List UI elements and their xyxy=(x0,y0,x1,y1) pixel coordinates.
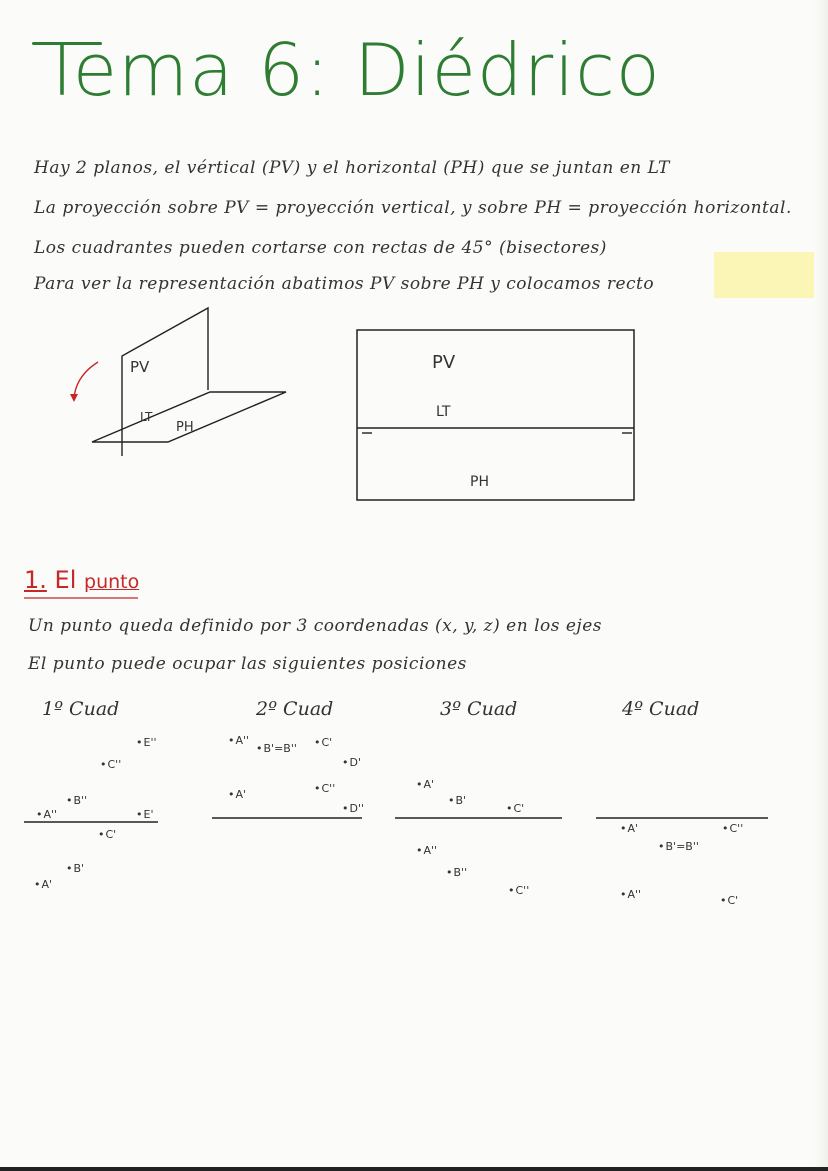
diagram-3d-lt-label: LT xyxy=(140,410,153,424)
section-line-1: Un punto queda definido por 3 coordenadas (x, y, z) en los ejes xyxy=(28,616,602,636)
q2-point: • C'' xyxy=(314,782,335,795)
q2-point: • A'' xyxy=(228,734,249,747)
q2-point: • B'=B'' xyxy=(256,742,297,755)
q3-point: • B'' xyxy=(446,866,467,879)
q2-point: • D' xyxy=(342,756,361,769)
page-title: Tema 6: Diédrico xyxy=(40,28,661,112)
intro-line-4: Para ver la representación abatimos PV sobre PH y colocamos recto xyxy=(34,274,655,294)
section-number: 1. xyxy=(24,566,47,594)
rotation-arrow xyxy=(74,362,98,398)
diagram-flat xyxy=(357,330,634,500)
q1-point: • A'' xyxy=(36,808,57,821)
q2-point: • D'' xyxy=(342,802,364,815)
quadrant-2-title: 2º Cuad xyxy=(256,698,334,720)
q1-point: • C' xyxy=(98,828,116,841)
q1-point: • E'' xyxy=(136,736,157,749)
q4-point: • C' xyxy=(720,894,738,907)
q1-point: • B' xyxy=(66,862,84,875)
diagram-flat-pv-label: PV xyxy=(432,352,456,373)
q3-point: • A'' xyxy=(416,844,437,857)
quadrant-4-title: 4º Cuad xyxy=(622,698,700,720)
diagram-3d-ph-label: PH xyxy=(176,420,194,435)
page-right-shadow xyxy=(814,0,828,1171)
section-line-2: El punto puede ocupar las siguientes posiciones xyxy=(28,654,467,674)
intro-line-1: Hay 2 planos, el vértical (PV) y el horizontal (PH) que se juntan en LT xyxy=(34,158,670,178)
section-word-punto: punto xyxy=(84,571,140,593)
flat-frame xyxy=(357,330,634,500)
diagram-flat-ph-label: PH xyxy=(470,474,489,490)
quadrant-3-title: 3º Cuad xyxy=(440,698,518,720)
q2-point: • A' xyxy=(228,788,246,801)
diagram-flat-lt-label: LT xyxy=(436,404,451,420)
intro-line-2: La proyección sobre PV = proyección vertical, y sobre PH = proyección horizontal. xyxy=(34,198,792,218)
section-heading xyxy=(24,566,139,594)
q3-point: • C'' xyxy=(508,884,529,897)
q1-point: • B'' xyxy=(66,794,87,807)
q3-point: • B' xyxy=(448,794,466,807)
q4-point: • C'' xyxy=(722,822,743,835)
q3-point: • C' xyxy=(506,802,524,815)
diagram-3d-pv-label: PV xyxy=(130,358,150,376)
q1-point: • A' xyxy=(34,878,52,891)
page-bottom-edge xyxy=(0,1167,828,1171)
q4-point: • A' xyxy=(620,822,638,835)
q3-point: • A' xyxy=(416,778,434,791)
q2-point: • C' xyxy=(314,736,332,749)
q4-point: • B'=B'' xyxy=(658,840,699,853)
quadrant-1-title: 1º Cuad xyxy=(42,698,120,720)
q4-point: • A'' xyxy=(620,888,641,901)
rotation-arrowhead xyxy=(70,394,78,402)
q1-point: • C'' xyxy=(100,758,121,771)
intro-line-3: Los cuadrantes pueden cortarse con rectas de 45° (bisectores) xyxy=(34,238,607,258)
section-word-el: El xyxy=(54,566,77,594)
q1-point: • E' xyxy=(136,808,153,821)
